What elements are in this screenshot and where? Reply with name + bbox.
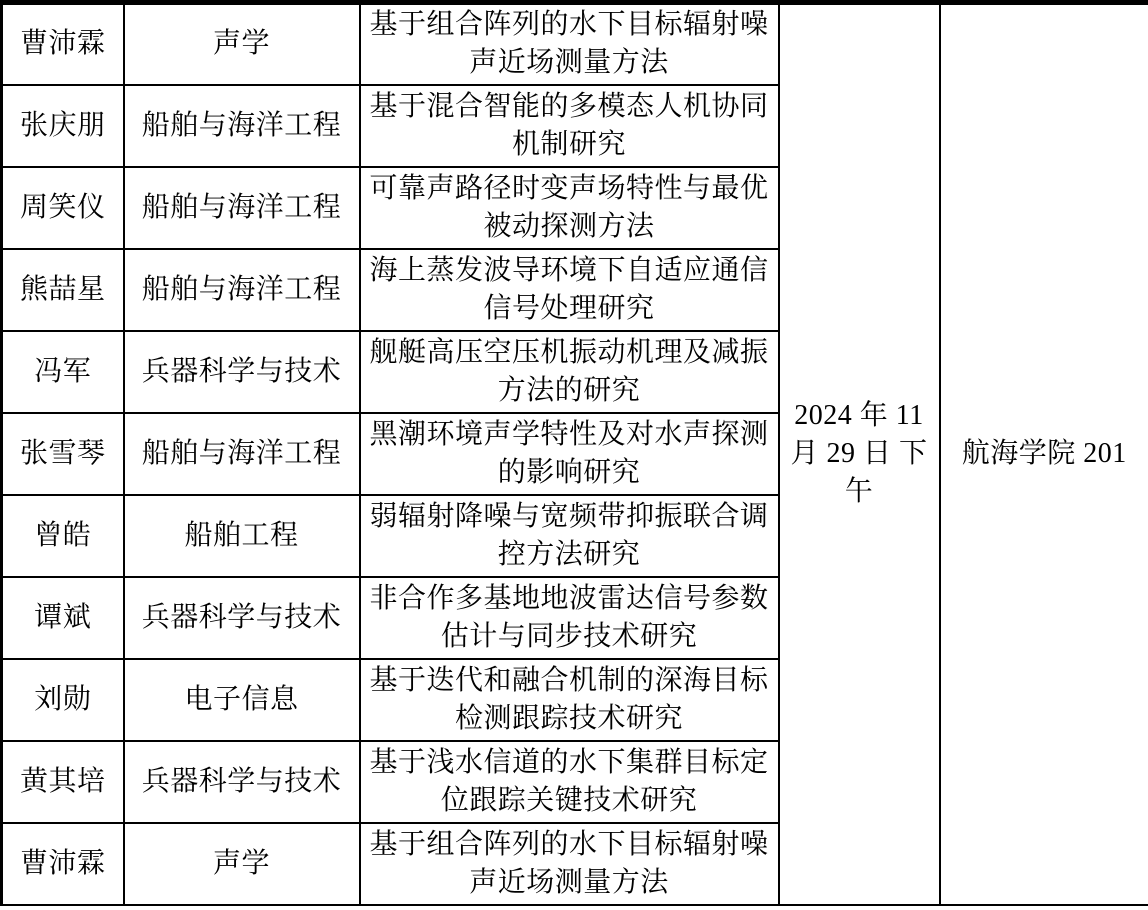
session-location-cell: 航海学院 201 (940, 3, 1148, 905)
student-name-cell: 冯军 (2, 331, 124, 413)
major-cell: 船舶工程 (124, 495, 360, 577)
major-cell: 船舶与海洋工程 (124, 167, 360, 249)
major-cell: 兵器科学与技术 (124, 741, 360, 823)
major-cell: 船舶与海洋工程 (124, 249, 360, 331)
thesis-title-cell: 海上蒸发波导环境下自适应通信信号处理研究 (360, 249, 779, 331)
student-name-cell: 曹沛霖 (2, 3, 124, 85)
student-name-cell: 张庆朋 (2, 85, 124, 167)
student-name-cell: 周笑仪 (2, 167, 124, 249)
thesis-title-cell: 基于组合阵列的水下目标辐射噪声近场测量方法 (360, 3, 779, 85)
thesis-title-cell: 基于组合阵列的水下目标辐射噪声近场测量方法 (360, 823, 779, 905)
student-name-cell: 熊喆星 (2, 249, 124, 331)
major-cell: 船舶与海洋工程 (124, 413, 360, 495)
student-name-cell: 谭斌 (2, 577, 124, 659)
schedule-body (2, 3, 1148, 905)
major-cell: 声学 (124, 823, 360, 905)
student-name-cell: 张雪琴 (2, 413, 124, 495)
thesis-title-cell: 基于混合智能的多模态人机协同机制研究 (360, 85, 779, 167)
thesis-title-cell: 基于迭代和融合机制的深海目标检测跟踪技术研究 (360, 659, 779, 741)
student-name-cell: 曹沛霖 (2, 823, 124, 905)
major-cell: 声学 (124, 3, 360, 85)
major-cell: 兵器科学与技术 (124, 577, 360, 659)
thesis-title-cell: 可靠声路径时变声场特性与最优被动探测方法 (360, 167, 779, 249)
student-name-cell: 曾皓 (2, 495, 124, 577)
table-row (2, 3, 1148, 85)
thesis-title-cell: 基于浅水信道的水下集群目标定位跟踪关键技术研究 (360, 741, 779, 823)
student-name-cell: 黄其培 (2, 741, 124, 823)
thesis-title-cell: 舰艇高压空压机振动机理及减振方法的研究 (360, 331, 779, 413)
student-name-cell: 刘勋 (2, 659, 124, 741)
thesis-title-cell: 黑潮环境声学特性及对水声探测的影响研究 (360, 413, 779, 495)
thesis-title-cell: 弱辐射降噪与宽频带抑振联合调控方法研究 (360, 495, 779, 577)
major-cell: 船舶与海洋工程 (124, 85, 360, 167)
session-datetime-cell: 2024 年 11 月 29 日 下 午 (779, 3, 940, 905)
major-cell: 兵器科学与技术 (124, 331, 360, 413)
thesis-title-cell: 非合作多基地地波雷达信号参数估计与同步技术研究 (360, 577, 779, 659)
major-cell: 电子信息 (124, 659, 360, 741)
